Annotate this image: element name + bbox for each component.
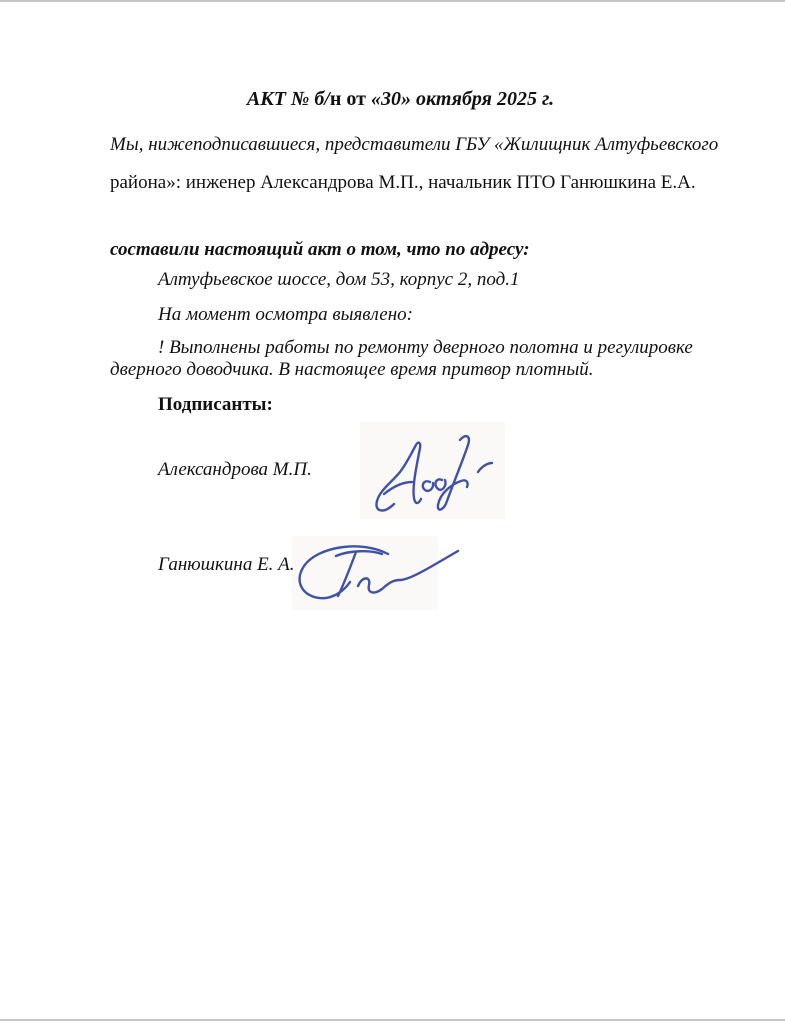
address-line: Алтуфьевское шоссе, дом 53, корпус 2, под.1 <box>158 269 520 290</box>
signature-image-aleksandrova <box>360 422 505 519</box>
signer-name-aleksandrova: Александрова М.П. <box>158 459 312 480</box>
title-segment-upright: н от <box>329 88 366 110</box>
signatories-label: Подписанты: <box>158 394 273 415</box>
title-segment-italic-2: «30» октября 2025 г. <box>370 88 555 110</box>
intro-line-2: района»: инженер Александрова М.П., начальник ПТО Ганюшкина Е.А. <box>110 172 696 193</box>
title-segment-italic-1: АКТ № б/ <box>246 88 330 110</box>
statement-line: составили настоящий акт о том, что по адресу: <box>110 239 530 260</box>
page-top-edge <box>0 0 785 2</box>
inspection-heading: На момент осмотра выявлено: <box>158 304 413 325</box>
page-bottom-edge <box>0 1019 785 1021</box>
document-title <box>110 87 691 111</box>
signature-image-ganyushkina <box>292 536 464 612</box>
findings-paragraph: ! Выполнены работы по ремонту дверного полотна и регулировке дверного доводчика. В настоящее время притвор плотный. <box>110 337 693 380</box>
intro-line-1: Мы, нижеподписавшиеся, представители ГБУ «Жилищник Алтуфьевского <box>110 134 719 155</box>
signer-name-ganyushkina: Ганюшкина Е. А. <box>158 554 295 575</box>
